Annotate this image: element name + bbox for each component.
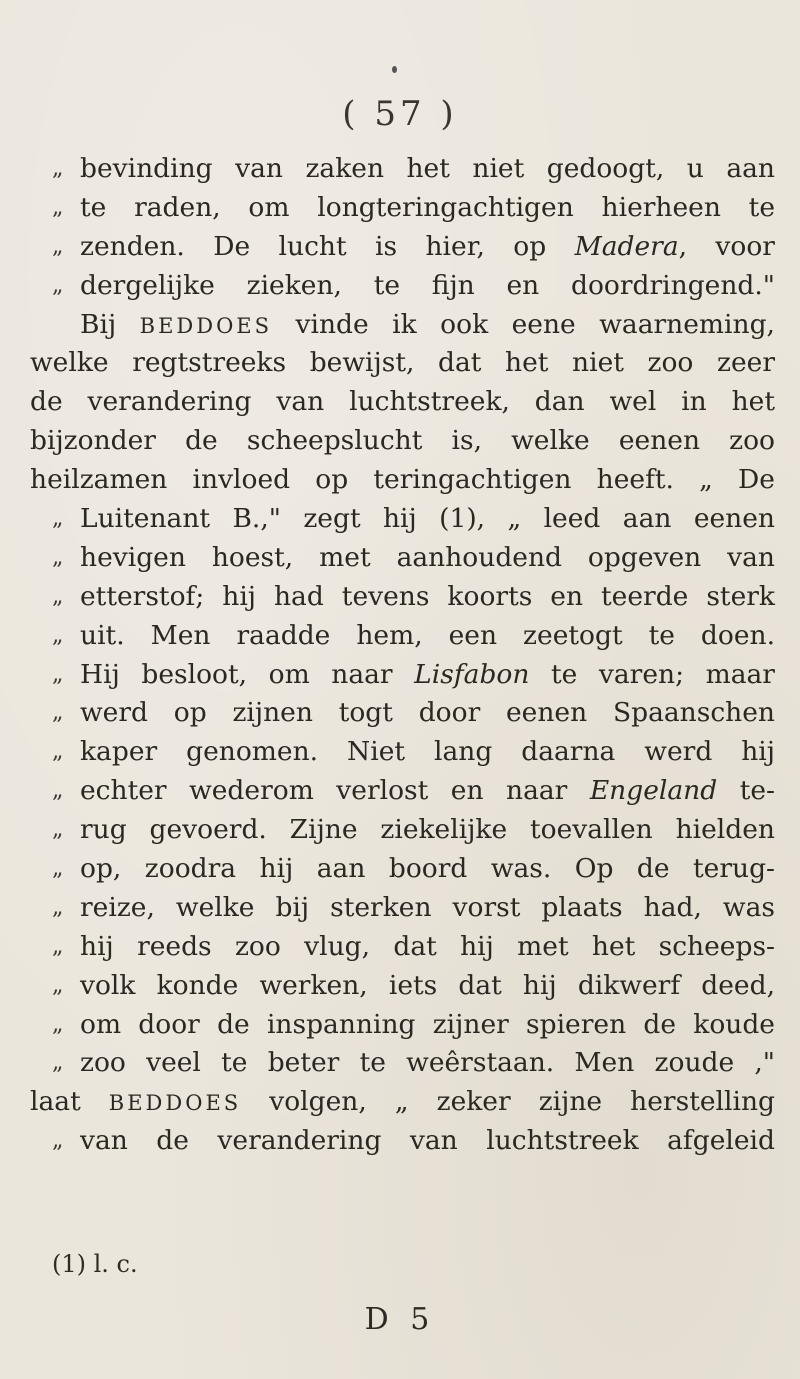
line-text-continued: te- [739, 775, 775, 807]
text-line [30, 383, 775, 422]
quote-mark: „ [52, 194, 64, 220]
text-line [30, 811, 775, 850]
page-number: ( 57 ) [342, 94, 458, 134]
quote-mark: „ [52, 933, 64, 959]
quote-mark: „ [52, 972, 64, 998]
text-line [30, 772, 775, 811]
line-text: om door de inspanning zijner spieren de koude [80, 1008, 775, 1040]
text-line [30, 500, 775, 539]
text-line [30, 150, 775, 189]
signature-mark: D 5 [364, 1302, 436, 1337]
line-text: werd op zijnen togt door eenen Spaanschen [80, 697, 775, 729]
text-line [30, 189, 775, 228]
text-line [30, 967, 775, 1006]
text-line [30, 461, 775, 500]
line-text: uit. Men raadde hem, een zeetogt te doen. [80, 619, 775, 651]
quote-mark: „ [52, 544, 64, 570]
quote-mark: „ [52, 739, 64, 765]
quote-mark: „ [52, 817, 64, 843]
line-text: Bij [80, 308, 117, 340]
line-text-continued: vinde ik ook eene waarneming, [295, 308, 775, 340]
italic-place-name: Lisfabon [414, 658, 530, 690]
quote-mark: „ [52, 622, 64, 648]
text-line [30, 1006, 775, 1045]
line-text: reize, welke bij sterken vorst plaats had, was [80, 891, 775, 923]
text-line [30, 228, 775, 267]
text-line [30, 578, 775, 617]
text-line [30, 422, 775, 461]
text-line [30, 694, 775, 733]
line-text: dergelijke zieken, te fijn en doordringend." [80, 269, 775, 301]
text-line [30, 267, 775, 306]
line-text: heilzamen invloed op teringachtigen heeft. „ De [30, 464, 775, 496]
body-text [30, 150, 775, 1161]
line-text-continued: , voor [678, 230, 775, 262]
quote-mark: „ [52, 1128, 64, 1154]
quote-mark: „ [52, 233, 64, 259]
text-line [30, 1083, 775, 1122]
quote-mark: „ [52, 156, 64, 181]
line-text: echter wederom verlost en naar [80, 775, 568, 807]
line-text-continued: te varen; maar [551, 658, 775, 690]
text-line [30, 1122, 775, 1161]
text-line [30, 344, 775, 383]
text-line [30, 928, 775, 967]
line-text: laat [30, 1086, 81, 1118]
line-text: zenden. De lucht is hier, op [80, 230, 547, 262]
line-text: van de verandering van luchtstreek afgeleid [80, 1125, 775, 1157]
quote-mark: „ [52, 894, 64, 920]
text-line [30, 306, 775, 345]
text-line [30, 539, 775, 578]
quote-mark: „ [52, 700, 64, 726]
footnote: (1) l. c. [52, 1250, 138, 1278]
line-text: etterstof; hij had tevens koorts en teerde sterk [80, 580, 775, 612]
text-line [30, 733, 775, 772]
line-text: bevinding van zaken het niet gedoogt, u aan [80, 153, 775, 184]
line-text: hij reeds zoo vlug, dat hij met het scheeps- [80, 930, 775, 962]
quote-mark: „ [52, 1011, 64, 1037]
line-text: Hij besloot, om naar [80, 658, 393, 690]
ink-speck [392, 66, 397, 73]
text-line [30, 889, 775, 928]
line-text: hevigen hoest, met aanhoudend opgeven van [80, 541, 775, 573]
line-text: volk konde werken, iets dat hij dikwerf deed, [80, 969, 775, 1001]
author-name: BEDDOES [139, 313, 273, 338]
line-text: te raden, om longteringachtigen hierheen te [80, 191, 775, 223]
italic-place-name: Madera [574, 230, 679, 262]
line-text: rug gevoerd. Zijne ziekelijke toevallen hielden [80, 814, 775, 846]
line-text: Luitenant B.," zegt hij (1), „ leed aan eenen [80, 503, 775, 535]
text-line [30, 656, 775, 695]
text-line [30, 850, 775, 889]
quote-mark: „ [52, 506, 64, 532]
line-text: bijzonder de scheepslucht is, welke eenen zoo [30, 425, 775, 457]
text-line [30, 617, 775, 656]
line-text: op, zoodra hij aan boord was. Op de terug- [80, 853, 775, 885]
line-text: welke regtstreeks bewijst, dat het niet zoo zeer [30, 347, 775, 379]
quote-mark: „ [52, 1050, 64, 1076]
quote-mark: „ [52, 583, 64, 609]
author-name: BEDDOES [108, 1091, 242, 1116]
quote-mark: „ [52, 272, 64, 298]
text-line [30, 1044, 775, 1083]
line-text: kaper genomen. Niet lang daarna werd hij [80, 736, 775, 768]
line-text-continued: volgen, „ zeker zijne herstelling [269, 1086, 775, 1118]
quote-mark: „ [52, 661, 64, 687]
line-text: zoo veel te beter te weêrstaan. Men zoude ," [80, 1047, 775, 1079]
quote-mark: „ [52, 778, 64, 804]
line-text: de verandering van luchtstreek, dan wel in het [30, 386, 775, 418]
quote-mark: „ [52, 856, 64, 882]
italic-place-name: Engeland [589, 775, 718, 807]
